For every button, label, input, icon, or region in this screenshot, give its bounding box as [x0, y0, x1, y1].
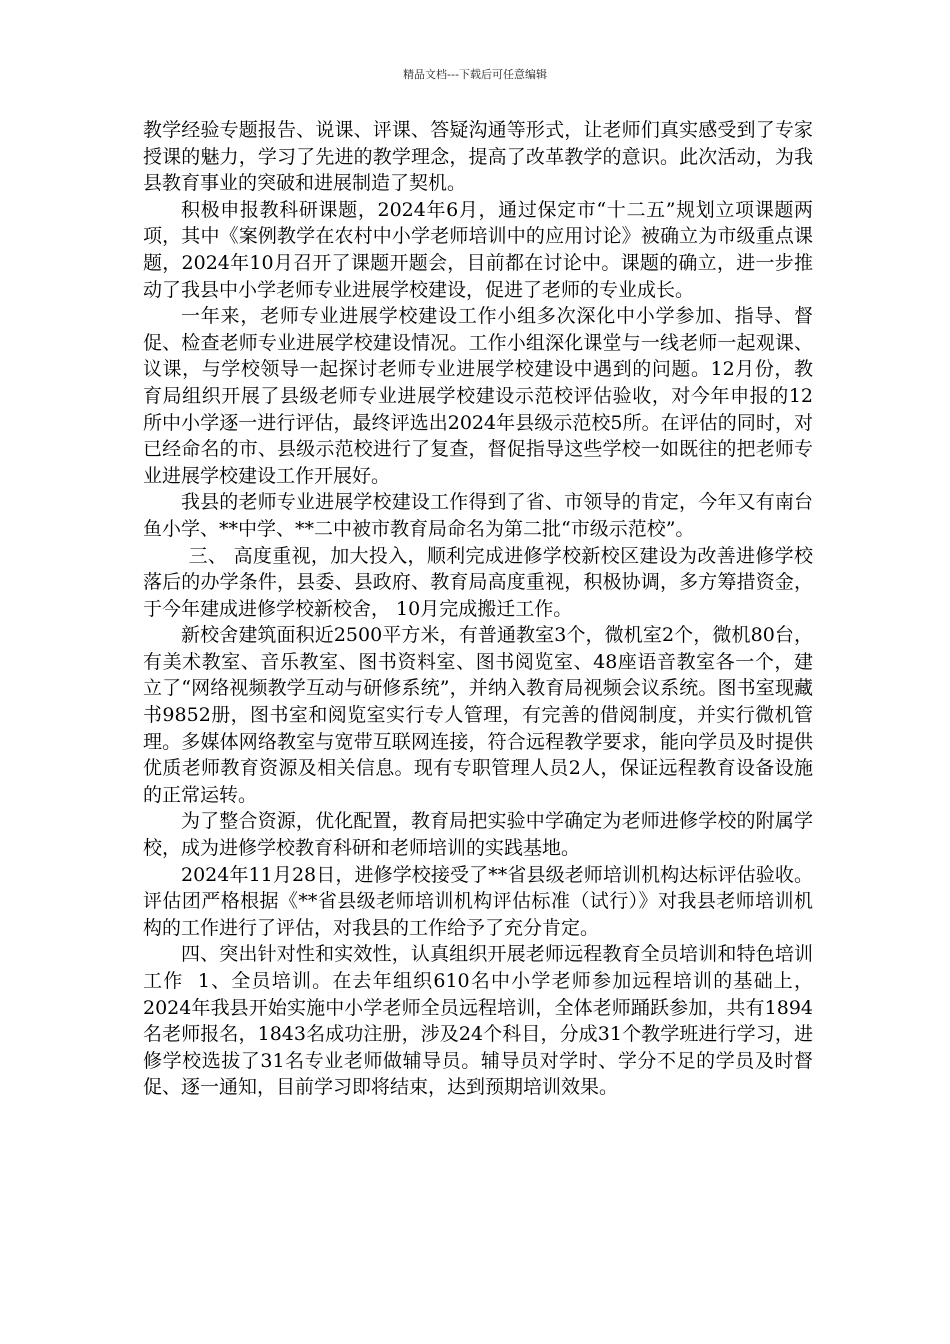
page-header: 精品文档---下载后可任意编辑	[403, 68, 547, 81]
document-body	[143, 117, 813, 1101]
paragraph-7: 为了整合资源，优化配置，教育局把实验中学确定为老师进修学校的附属学校，成为进修学校教育科研和老师培训的实践基地。	[143, 810, 813, 860]
paragraph-8: 2024年11月28日，进修学校接受了**省县级老师培训机构达标评估验收。评估团严格根据《**省县级老师培训机构评估标准（试行）》对我县老师培训机构的工作进行了评估，对我县的工作给予了充分肯定。	[143, 863, 813, 939]
section-heading-3: 三、 高度重视，加大投入，顺利完成进修学校新校区建设为改善进修学校落后的办学条件，县委、县政府、教育局高度重视，积极协调，多方筹措资金，于今年建成进修学校新校舍， 10月完成搬迁工作。	[143, 544, 813, 620]
paragraph-6: 新校舍建筑面积近2500平方米，有普通教室3个，微机室2个，微机80台，有美术教室、音乐教室、图书资料室、图书阅览室、48座语音教室各一个，建立了“网络视频教学互动与研修系统”，并纳入教育局视频会议系统。图书室现藏书9852册，图书室和阅览室实行专人管理，有完善的借阅制度，并实行微机管理。多媒体网络教室与宽带互联网连接，符合远程教学要求，能向学员及时提供优质老师教育资源及相关信息。现有专职管理人员2人，保证远程教育设备设施的正常运转。	[143, 624, 813, 806]
paragraph-1: 教学经验专题报告、说课、评课、答疑沟通等形式，让老师们真实感受到了专家授课的魅力，学习了先进的教学理念，提高了改革教学的意识。此次活动，为我县教育事业的突破和进展制造了契机。	[143, 119, 813, 195]
paragraph-4: 我县的老师专业进展学校建设工作得到了省、市领导的肯定，今年又有南台鱼小学、**中学、**二中被市教育局命名为第二批“市级示范校”。	[143, 491, 813, 540]
section-heading-4: 四、突出针对性和实效性，认真组织开展老师远程教育全员培训和特色培训工作 1、全员培训。在去年组织610名中小学老师参加远程培训的基础上，2024年我县开始实施中小学老师全员远程培训，全体老师踊跃参加，共有1894名老师报名，1843名成功注册，涉及24个科目，分成31个教学班进行学习，进修学校选拔了31名专业老师做辅导员。辅导员对学时、学分不足的学员及时督促、逐一通知，目前学习即将结束，达到预期培训效果。	[143, 943, 813, 1099]
paragraph-2: 积极申报教科研课题，2024年6月，通过保定市“十二五”规划立项课题两项，其中《案例教学在农村中小学老师培训中的应用讨论》被确立为市级重点课题，2024年10月召开了课题开题会，目前都在讨论中。课题的确立，进一步推动了我县中小学老师专业进展学校建设，促进了老师的专业成长。	[143, 198, 813, 301]
paragraph-3: 一年来，老师专业进展学校建设工作小组多次深化中小学参加、指导、督促、检查老师专业进展学校建设情况。工作小组深化课堂与一线老师一起观课、议课，与学校领导一起探讨老师专业进展学校建设中遇到的问题。12月份，教育局组织开展了县级老师专业进展学校建设示范校评估验收，对今年申报的12所中小学逐一进行评估，最终评选出2024年县级示范校5所。在评估的同时，对已经命名的市、县级示范校进行了复查，督促指导这些学校一如既往的把老师专业进展学校建设工作开展好。	[143, 305, 813, 487]
